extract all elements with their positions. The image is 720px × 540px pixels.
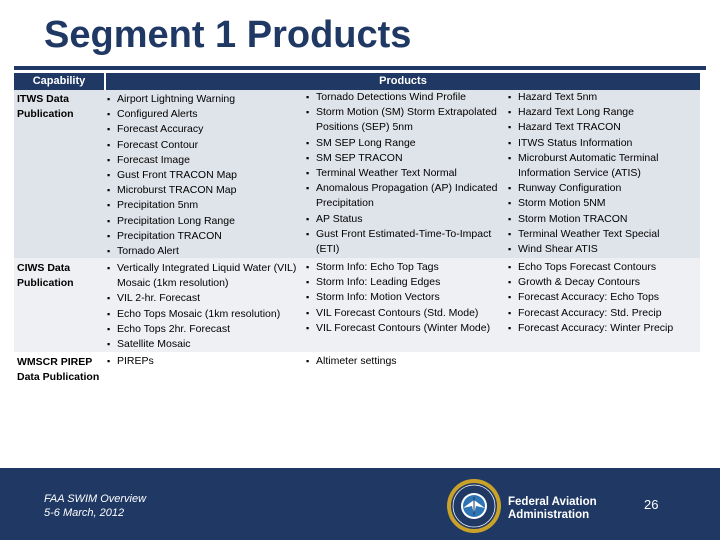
header-products: Products	[106, 73, 700, 90]
product-item: ▪ Growth & Decay Contours	[508, 275, 698, 290]
product-item: ▪ Satellite Mosaic	[107, 337, 297, 352]
capability-ciws: CIWS Data Publication	[17, 262, 74, 290]
product-item: ▪ Tornado Detections Wind Profile	[306, 90, 504, 105]
product-item: ▪ VIL 2-hr. Forecast	[107, 291, 297, 306]
product-item: ▪ ITWS Status Information	[508, 136, 698, 151]
product-item: ▪ Forecast Accuracy: Std. Precip	[508, 306, 698, 321]
product-item: ▪ Microburst TRACON Map	[107, 183, 297, 198]
product-list	[107, 92, 297, 259]
product-list	[306, 90, 504, 257]
product-list	[306, 354, 504, 369]
product-item: ▪ Airport Lightning Warning	[107, 92, 297, 107]
slide-title: Segment 1 Products	[44, 14, 412, 56]
product-item: ▪ Precipitation Long Range	[107, 214, 297, 229]
product-list	[107, 354, 297, 369]
product-item: ▪ Configured Alerts	[107, 107, 297, 122]
faa-seal-icon	[446, 478, 502, 534]
product-item: ▪ Storm Info: Echo Top Tags	[306, 260, 504, 275]
product-item: ▪ Precipitation TRACON	[107, 229, 297, 244]
product-list	[107, 261, 297, 352]
product-item: ▪ Storm Info: Leading Edges	[306, 275, 504, 290]
product-item: ▪ Hazard Text Long Range	[508, 105, 698, 120]
product-item: ▪ Forecast Accuracy: Echo Tops	[508, 290, 698, 305]
footer-event: FAA SWIM Overview	[44, 493, 147, 505]
product-item: ▪ PIREPs	[107, 354, 297, 369]
product-item: ▪ Tornado Alert	[107, 244, 297, 259]
header-capability: Capability	[14, 73, 104, 90]
agency-line-1: Federal Aviation	[508, 496, 597, 508]
page-number: 26	[644, 497, 659, 512]
product-item: ▪ VIL Forecast Contours (Std. Mode)	[306, 306, 504, 321]
product-item: ▪ Storm Motion 5NM	[508, 196, 698, 211]
product-item: ▪ Vertically Integrated Liquid Water (VIL) Mosaic (1km resolution)	[107, 261, 297, 291]
product-item: ▪ Altimeter settings	[306, 354, 504, 369]
footer-caption	[44, 492, 146, 520]
product-item: ▪ SM SEP Long Range	[306, 136, 504, 151]
product-item: ▪ Microburst Automatic Terminal Information Service (ATIS)	[508, 151, 698, 181]
product-item: ▪ Forecast Accuracy	[107, 122, 297, 137]
product-item: ▪ SM SEP TRACON	[306, 151, 504, 166]
product-item: ▪ Echo Tops Forecast Contours	[508, 260, 698, 275]
product-item: ▪ Storm Motion (SM) Storm Extrapolated Positions (SEP) 5nm	[306, 105, 504, 135]
product-item: ▪ Gust Front Estimated-Time-To-Impact (ETI)	[306, 227, 504, 257]
product-item: ▪ Forecast Image	[107, 153, 297, 168]
product-list	[508, 90, 698, 257]
product-item: ▪ Precipitation 5nm	[107, 198, 297, 213]
product-item: ▪ VIL Forecast Contours (Winter Mode)	[306, 321, 504, 336]
title-divider	[14, 66, 706, 70]
capability-wmscr: WMSCR PIREP Data Publication	[17, 356, 100, 384]
product-item: ▪ Anomalous Propagation (AP) Indicated Precipitation	[306, 181, 504, 211]
product-item: ▪ Storm Info: Motion Vectors	[306, 290, 504, 305]
product-item: ▪ Echo Tops Mosaic (1km resolution)	[107, 307, 297, 322]
product-item: ▪ Terminal Weather Text Normal	[306, 166, 504, 181]
product-item: ▪ Forecast Accuracy: Winter Precip	[508, 321, 698, 336]
product-item: ▪ Terminal Weather Text Special	[508, 227, 698, 242]
product-item: ▪ Storm Motion TRACON	[508, 212, 698, 227]
product-item: ▪ Echo Tops 2hr. Forecast	[107, 322, 297, 337]
footer-date: 5-6 March, 2012	[44, 507, 125, 519]
product-item: ▪ Forecast Contour	[107, 138, 297, 153]
product-item: ▪ AP Status	[306, 212, 504, 227]
product-item: ▪ Hazard Text 5nm	[508, 90, 698, 105]
product-item: ▪ Hazard Text TRACON	[508, 120, 698, 135]
agency-line-2: Administration	[508, 508, 590, 521]
agency-name	[508, 496, 597, 521]
capability-itws: ITWS Data Publication	[17, 93, 74, 121]
product-item: ▪ Runway Configuration	[508, 181, 698, 196]
product-list	[306, 260, 504, 336]
product-item: ▪ Wind Shear ATIS	[508, 242, 698, 257]
product-item: ▪ Gust Front TRACON Map	[107, 168, 297, 183]
product-list	[508, 260, 698, 336]
